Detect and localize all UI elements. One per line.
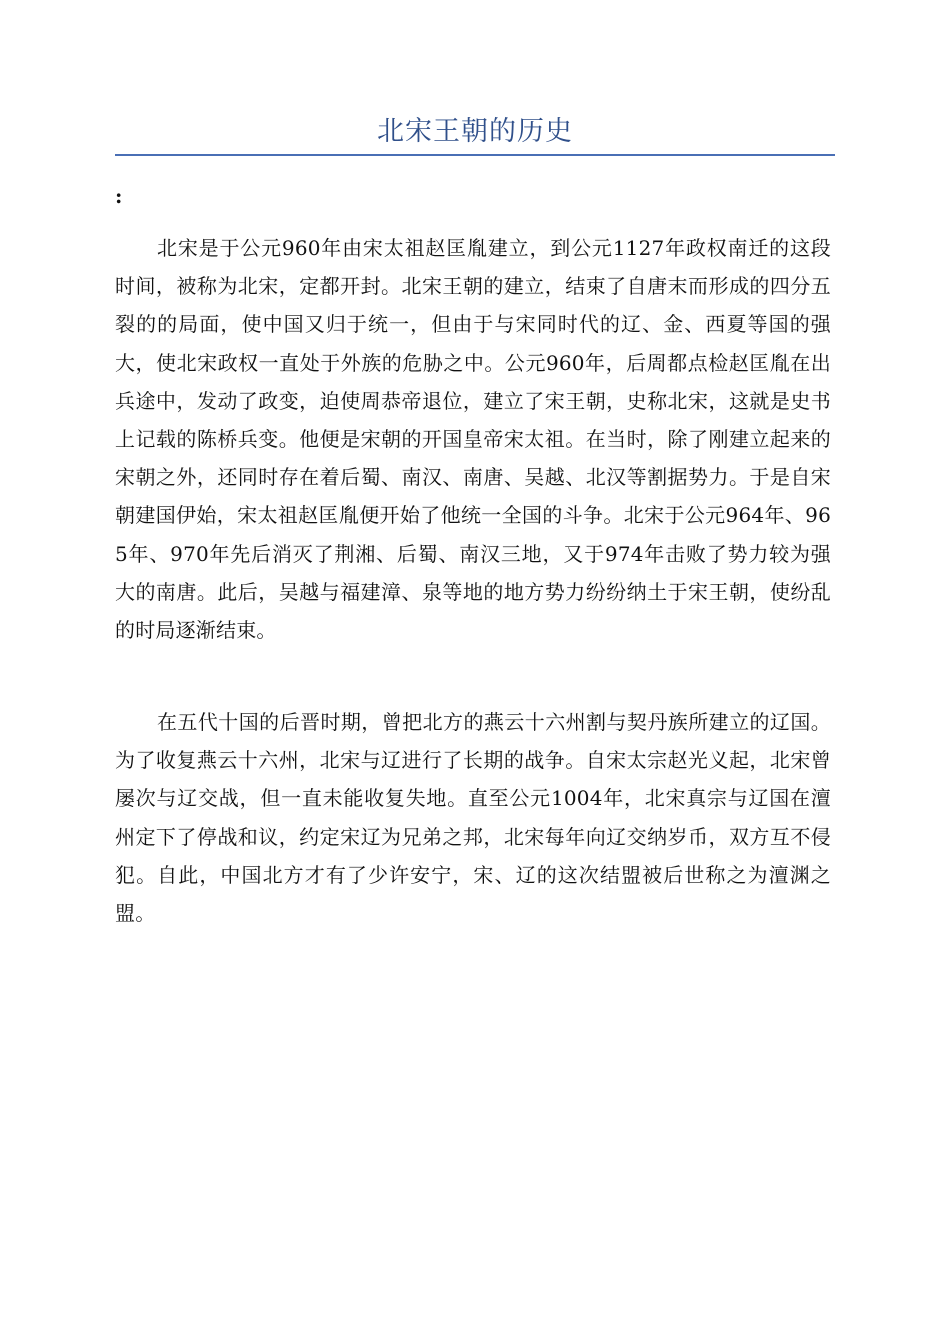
title-underline-rule xyxy=(115,154,835,156)
body-paragraph-1: 北宋是于公元960年由宋太祖赵匡胤建立，到公元1127年政权南迁的这段时间，被称为北宋，定都开封。北宋王朝的建立，结束了自唐末而形成的四分五裂的的局面，使中国又归于统一，但由于与宋同时代的辽、金、西夏等国的强大，使北宋政权一直处于外族的危胁之中。公元960年，后周都点检赵匡胤在出兵途中，发动了政变，迫使周恭帝退位，建立了宋王朝，史称北宋，这就是史书上记载的陈桥兵变。他便是宋朝的开国皇帝宋太祖。在当时，除了刚建立起来的宋朝之外，还同时存在着后蜀、南汉、南唐、吴越、北汉等割据势力。于是自宋朝建国伊始，宋太祖赵匡胤便开始了他统一全国的斗争。北宋于公元964年、965年、970年先后消灭了荆湘、后蜀、南汉三地，又于974年击败了势力较为强大的南唐。此后，吴越与福建漳、泉等地的地方势力纷纷纳土于宋王朝，使纷乱的时局逐渐结束。 xyxy=(115,236,831,643)
body-paragraph-2: 在五代十国的后晋时期，曾把北方的燕云十六州割与契丹族所建立的辽国。为了收复燕云十六州，北宋与辽进行了长期的战争。自宋太宗赵光义起，北宋曾屡次与辽交战，但一直未能收复失地。直至公元1004年，北宋真宗与辽国在澶州定下了停战和议，约定宋辽为兄弟之邦，北宋每年向辽交纳岁币，双方互不侵犯。自此，中国北方才有了少许安宁，宋、辽的这次结盟被后世称之为澶渊之盟。 xyxy=(115,710,831,926)
document-title: 北宋王朝的历史 xyxy=(377,116,573,147)
intro-mark: : xyxy=(115,184,123,208)
